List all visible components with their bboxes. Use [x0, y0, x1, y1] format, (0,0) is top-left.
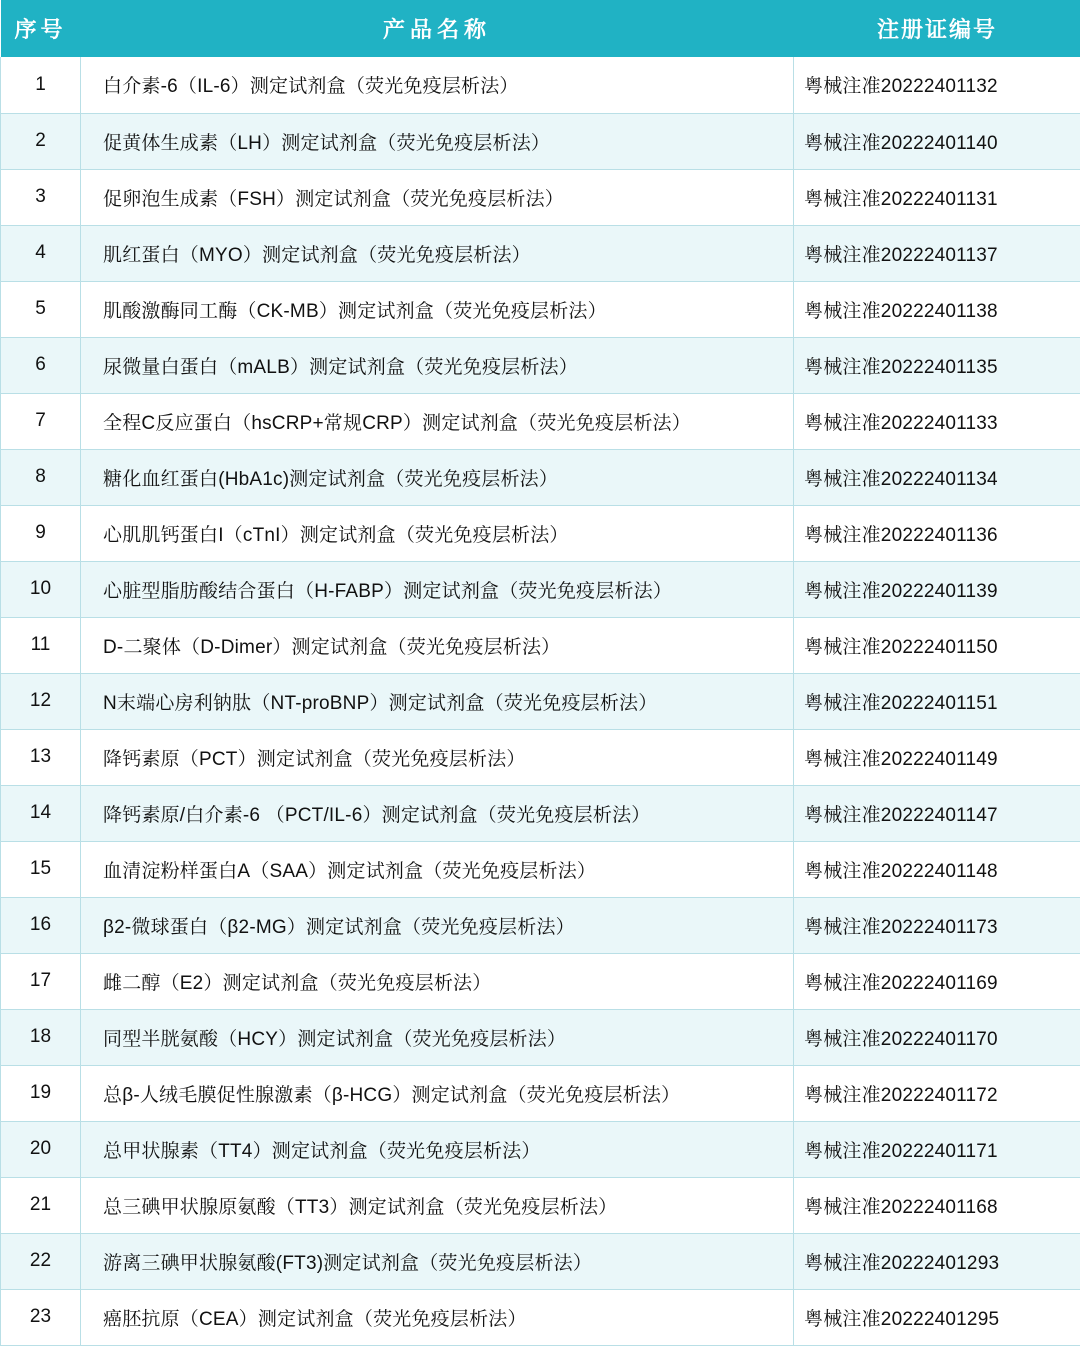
row-product-name: 心脏型脂肪酸结合蛋白（H-FABP）测定试剂盒（荧光免疫层析法）: [81, 561, 794, 617]
row-index: 3: [1, 169, 81, 225]
table-row: [1, 953, 1080, 1009]
table-row: [1, 841, 1080, 897]
row-index: 9: [1, 505, 81, 561]
row-product-name: 降钙素原（PCT）测定试剂盒（荧光免疫层析法）: [81, 729, 794, 785]
row-product-name: 促卵泡生成素（FSH）测定试剂盒（荧光免疫层析法）: [81, 169, 794, 225]
row-registration-number: 粤械注准20222401148: [794, 841, 1080, 897]
row-index: 6: [1, 337, 81, 393]
table-body: [1, 57, 1080, 1345]
row-index: 5: [1, 281, 81, 337]
table-row: [1, 113, 1080, 169]
table-row: [1, 617, 1080, 673]
row-index: 17: [1, 953, 81, 1009]
table-row: [1, 169, 1080, 225]
table-row: [1, 57, 1080, 113]
row-index: 19: [1, 1065, 81, 1121]
row-registration-number: 粤械注准20222401135: [794, 337, 1080, 393]
row-product-name: 糖化血红蛋白(HbA1c)测定试剂盒（荧光免疫层析法）: [81, 449, 794, 505]
row-product-name: 白介素-6（IL-6）测定试剂盒（荧光免疫层析法）: [81, 57, 794, 113]
row-product-name: 肌酸激酶同工酶（CK-MB）测定试剂盒（荧光免疫层析法）: [81, 281, 794, 337]
row-registration-number: 粤械注准20222401295: [794, 1289, 1080, 1345]
row-product-name: N末端心房利钠肽（NT-proBNP）测定试剂盒（荧光免疫层析法）: [81, 673, 794, 729]
row-product-name: 癌胚抗原（CEA）测定试剂盒（荧光免疫层析法）: [81, 1289, 794, 1345]
row-registration-number: 粤械注准20222401136: [794, 505, 1080, 561]
row-index: 4: [1, 225, 81, 281]
row-registration-number: 粤械注准20222401147: [794, 785, 1080, 841]
row-index: 10: [1, 561, 81, 617]
table-row: [1, 1065, 1080, 1121]
row-registration-number: 粤械注准20222401140: [794, 113, 1080, 169]
row-registration-number: 粤械注准20222401151: [794, 673, 1080, 729]
row-product-name: 总β-人绒毛膜促性腺激素（β-HCG）测定试剂盒（荧光免疫层析法）: [81, 1065, 794, 1121]
row-index: 22: [1, 1233, 81, 1289]
column-header-product-name: 产品名称: [81, 0, 794, 57]
row-registration-number: 粤械注准20222401293: [794, 1233, 1080, 1289]
table-row: [1, 393, 1080, 449]
row-product-name: 雌二醇（E2）测定试剂盒（荧光免疫层析法）: [81, 953, 794, 1009]
row-registration-number: 粤械注准20222401133: [794, 393, 1080, 449]
row-product-name: 尿微量白蛋白（mALB）测定试剂盒（荧光免疫层析法）: [81, 337, 794, 393]
row-registration-number: 粤械注准20222401132: [794, 57, 1080, 113]
row-index: 15: [1, 841, 81, 897]
row-registration-number: 粤械注准20222401138: [794, 281, 1080, 337]
row-registration-number: 粤械注准20222401168: [794, 1177, 1080, 1233]
row-registration-number: 粤械注准20222401172: [794, 1065, 1080, 1121]
row-index: 21: [1, 1177, 81, 1233]
table-row: [1, 729, 1080, 785]
row-registration-number: 粤械注准20222401131: [794, 169, 1080, 225]
row-registration-number: 粤械注准20222401150: [794, 617, 1080, 673]
row-product-name: 总三碘甲状腺原氨酸（TT3）测定试剂盒（荧光免疫层析法）: [81, 1177, 794, 1233]
row-product-name: β2-微球蛋白（β2-MG）测定试剂盒（荧光免疫层析法）: [81, 897, 794, 953]
row-product-name: 肌红蛋白（MYO）测定试剂盒（荧光免疫层析法）: [81, 225, 794, 281]
row-index: 7: [1, 393, 81, 449]
table-row: [1, 1289, 1080, 1345]
row-registration-number: 粤械注准20222401173: [794, 897, 1080, 953]
row-registration-number: 粤械注准20222401149: [794, 729, 1080, 785]
column-header-registration-number: 注册证编号: [794, 0, 1080, 57]
table-row: [1, 561, 1080, 617]
row-product-name: 降钙素原/白介素-6 （PCT/IL-6）测定试剂盒（荧光免疫层析法）: [81, 785, 794, 841]
table-row: [1, 337, 1080, 393]
row-registration-number: 粤械注准20222401139: [794, 561, 1080, 617]
table-header: [1, 0, 1080, 57]
row-product-name: 总甲状腺素（TT4）测定试剂盒（荧光免疫层析法）: [81, 1121, 794, 1177]
row-index: 8: [1, 449, 81, 505]
table-row: [1, 1121, 1080, 1177]
row-index: 12: [1, 673, 81, 729]
row-index: 20: [1, 1121, 81, 1177]
row-product-name: 同型半胱氨酸（HCY）测定试剂盒（荧光免疫层析法）: [81, 1009, 794, 1065]
table-row: [1, 1177, 1080, 1233]
table-row: [1, 449, 1080, 505]
row-registration-number: 粤械注准20222401137: [794, 225, 1080, 281]
row-product-name: 促黄体生成素（LH）测定试剂盒（荧光免疫层析法）: [81, 113, 794, 169]
row-index: 18: [1, 1009, 81, 1065]
column-header-index: 序号: [1, 0, 81, 57]
row-registration-number: 粤械注准20222401169: [794, 953, 1080, 1009]
row-index: 11: [1, 617, 81, 673]
row-product-name: 全程C反应蛋白（hsCRP+常规CRP）测定试剂盒（荧光免疫层析法）: [81, 393, 794, 449]
row-product-name: 游离三碘甲状腺氨酸(FT3)测定试剂盒（荧光免疫层析法）: [81, 1233, 794, 1289]
table-row: [1, 673, 1080, 729]
table-header-row: [1, 0, 1080, 57]
row-product-name: 血清淀粉样蛋白A（SAA）测定试剂盒（荧光免疫层析法）: [81, 841, 794, 897]
row-product-name: 心肌肌钙蛋白I（cTnI）测定试剂盒（荧光免疫层析法）: [81, 505, 794, 561]
row-index: 23: [1, 1289, 81, 1345]
table-row: [1, 225, 1080, 281]
row-index: 16: [1, 897, 81, 953]
row-registration-number: 粤械注准20222401134: [794, 449, 1080, 505]
row-index: 14: [1, 785, 81, 841]
table-row: [1, 1233, 1080, 1289]
table-row: [1, 1009, 1080, 1065]
table-row: [1, 785, 1080, 841]
row-registration-number: 粤械注准20222401171: [794, 1121, 1080, 1177]
row-index: 13: [1, 729, 81, 785]
table-row: [1, 505, 1080, 561]
table-row: [1, 897, 1080, 953]
row-index: 2: [1, 113, 81, 169]
table-row: [1, 281, 1080, 337]
row-index: 1: [1, 57, 81, 113]
row-product-name: D-二聚体（D-Dimer）测定试剂盒（荧光免疫层析法）: [81, 617, 794, 673]
row-registration-number: 粤械注准20222401170: [794, 1009, 1080, 1065]
